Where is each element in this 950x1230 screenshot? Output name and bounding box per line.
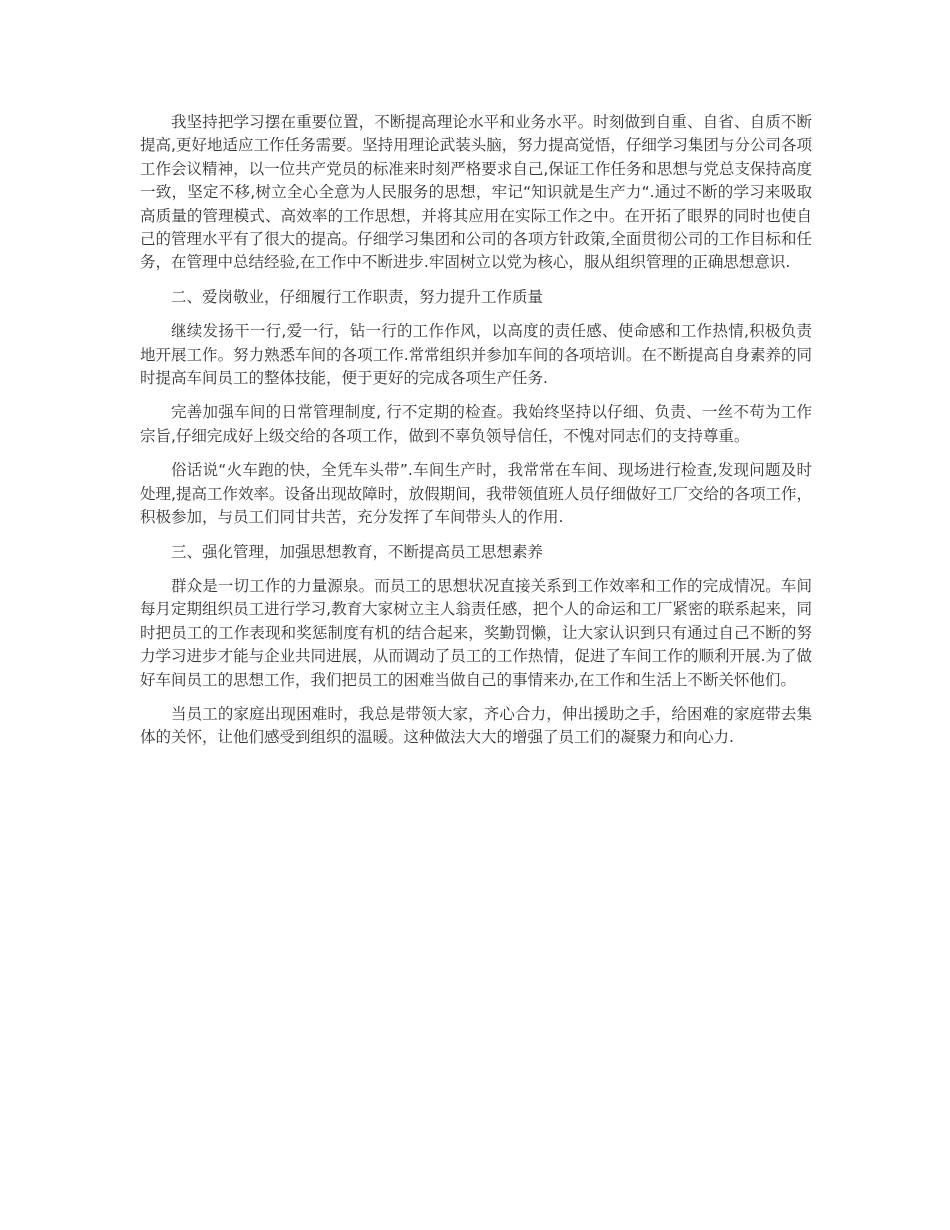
- paragraph-care: 当员工的家庭出现困难时，我总是带领大家，齐心合力，伸出援助之手，给困难的家庭带去集体的关怀，让他们感受到组织的温暖。这种做法大大的增强了员工们的凝聚力和向心力.: [140, 704, 812, 747]
- document-page: [140, 111, 812, 761]
- paragraph-study: 我坚持把学习摆在重要位置，不断提高理论水平和业务水平。时刻做到自重、自省、自质不断提高,更好地适应工作任务需要。坚持用理论武装头脑，努力提高觉悟，仔细学习集团与分公司各项工作会议精神，以一位共产党员的标准来时刻严格要求自己,保证工作任务和思想与党总支保持高度一致，坚定不移,树立全心全意为人民服务的思想，牢记“知识就是生产力“.通过不断的学习来吸取高质量的管理模式、高效率的工作思想，并将其应用在实际工作之中。在开拓了眼界的同时也使自己的管理水平有了很大的提高。仔细学习集团和公司的各项方针政策,全面贯彻公司的工作目标和任务，在管理中总结经验,在工作中不断进步.牢固树立以党为核心，服从组织管理的正确思想意识.: [140, 113, 812, 272]
- paragraph-dedication: 继续发扬干一行,爱一行，钻一行的工作作风，以高度的责任感、使命感和工作热情,积极负责地开展工作。努力熟悉车间的各项工作.常常组织并参加车间的各项培训。在不断提高自身素养的同时提高车间员工的整体技能，便于更好的完成各项生产任务.: [140, 322, 812, 388]
- section-heading-3: 三、强化管理，加强思想教育，不断提高员工思想素养: [171, 542, 544, 561]
- paragraph-on-site: 俗话说“火车跑的快，全凭车头带”.车间生产时，我常常在车间、现场进行检查,发现问题及时处理,提高工作效率。设备出现故障时，放假期间，我带领值班人员仔细做好工厂交给的各项工作，积极参加，与员工们同甘共苦，充分发挥了车间带头人的作用.: [140, 461, 812, 527]
- paragraph-management-system: 完善加强车间的日常管理制度, 行不定期的检查。我始终坚持以仔细、负责、一丝不苟为工作宗旨,仔细完成好上级交给的各项工作，做到不辜负领导信任，不愧对同志们的支持尊重。: [140, 403, 812, 445]
- section-heading-2: 二、爱岗敬业，仔细履行工作职责，努力提升工作质量: [171, 287, 544, 306]
- paragraph-education: 群众是一切工作的力量源泉。而员工的思想状况直接关系到工作效率和工作的完成情况。车间每月定期组织员工进行学习,教育大家树立主人翁责任感，把个人的命运和工厂紧密的联系起来，同时把员工的工作表现和奖惩制度有机的结合起来，奖勤罚懒，让大家认识到只有通过自己不断的努力学习进步才能与企业共同进展，从而调动了员工的工作热情，促进了车间工作的顺利开展.为了做好车间员工的思想工作，我们把员工的困难当做自己的事情来办,在工作和生活上不断关怀他们。: [140, 576, 812, 689]
